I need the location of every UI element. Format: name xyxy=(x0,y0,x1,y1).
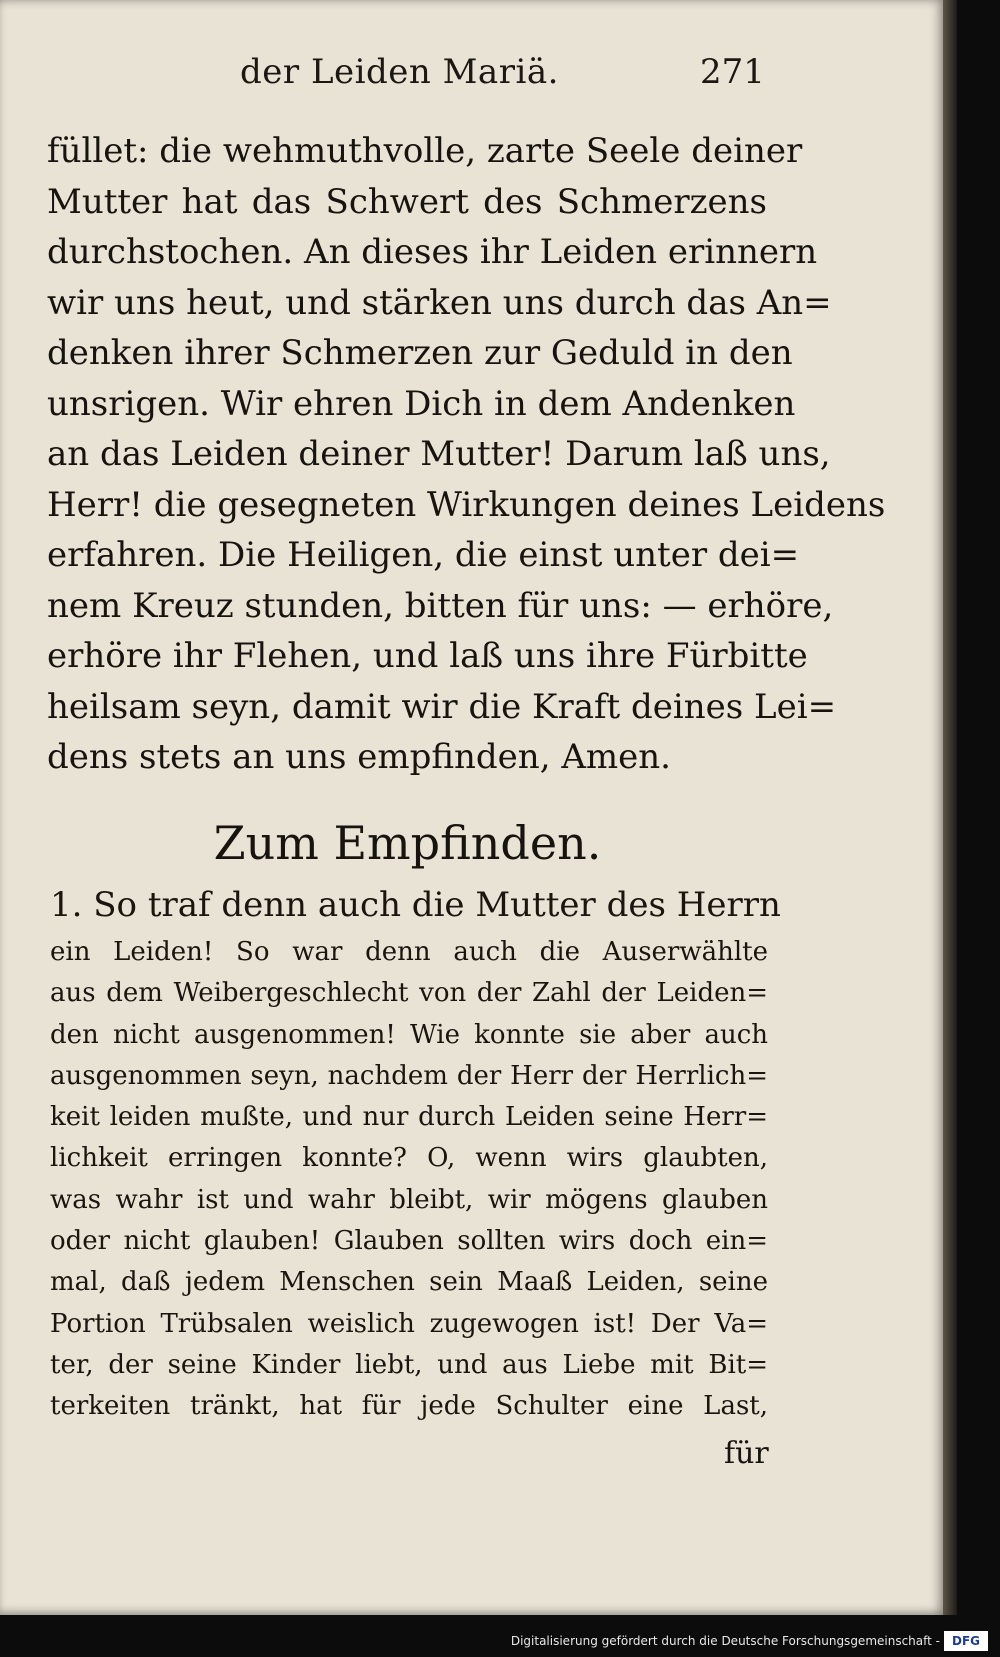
text-line: an das Leiden deiner Mutter! Darum laß uns, xyxy=(47,434,831,474)
text-line: unsrigen. Wir ehren Dich in dem Andenken xyxy=(47,383,796,424)
verse-line: ter, der seine Kinder liebt, und aus Liebe mit Bit= xyxy=(50,1349,768,1380)
verse-line: oder nicht glauben! Glauben sollten wirs doch ein= xyxy=(50,1226,768,1257)
section-heading: Zum Empfinden. xyxy=(213,816,602,870)
text-line: füllet: die wehmuthvolle, zarte Seele deiner xyxy=(47,131,803,171)
page-edge xyxy=(943,0,957,1615)
page-number: 271 xyxy=(700,52,765,92)
verse-line: ausgenommen seyn, nachdem der Herr der Herrlich= xyxy=(50,1060,768,1091)
text-line: wir uns heut, und stärken uns durch das An= xyxy=(47,282,832,323)
footer-bar xyxy=(0,1628,1000,1657)
verse-line: terkeiten tränkt, hat für jede Schulter eine Last, xyxy=(50,1391,768,1422)
verse-line: was wahr ist und wahr bleibt, wir mögens glauben xyxy=(50,1184,768,1215)
verse-line: 1. So traf denn auch die Mutter des Herrn xyxy=(50,885,781,925)
verse-line: ein Leiden! So war denn auch die Auserwählte xyxy=(50,937,768,967)
verse-line: lichkeit erringen konnte? O, wenn wirs glaubten, xyxy=(50,1143,768,1174)
verse-line: aus dem Weibergeschlecht von der Zahl der Leiden= xyxy=(50,978,768,1009)
body-paragraph xyxy=(47,126,886,783)
text-line: durchstochen. An dieses ihr Leiden erinnern xyxy=(47,232,818,272)
text-line: dens stets an uns empfinden, Amen. xyxy=(47,737,671,777)
text-line: denken ihrer Schmerzen zur Geduld in den xyxy=(47,333,793,373)
verse-line: Portion Trübsalen weislich zugewogen ist! Der Va= xyxy=(50,1308,768,1339)
text-line: heilsam seyn, damit wir die Kraft deines Lei= xyxy=(47,686,837,727)
catchword: für xyxy=(724,1436,769,1471)
dfg-logo: DFG xyxy=(944,1631,988,1651)
verse-line: mal, daß jedem Menschen sein Maaß Leiden, seine xyxy=(50,1267,768,1298)
running-head xyxy=(0,52,945,102)
text-line: Herr! die gesegneten Wirkungen deines Leidens xyxy=(47,484,886,525)
verse-paragraph xyxy=(50,878,781,1428)
funding-credit: Digitalisierung gefördert durch die Deutsche Forschungsgemeinschaft - xyxy=(510,1634,940,1648)
running-title: der Leiden Mariä. xyxy=(240,52,559,92)
text-line: nem Kreuz stunden, bitten für uns: — erhöre, xyxy=(47,585,834,626)
verse-line: den nicht ausgenommen! Wie konnte sie aber auch xyxy=(50,1019,768,1050)
text-line: erhöre ihr Flehen, und laß uns ihre Fürbitte xyxy=(47,636,808,676)
verse-line: keit leiden mußte, und nur durch Leiden seine Herr= xyxy=(50,1102,768,1133)
text-line: erfahren. Die Heiligen, die einst unter dei= xyxy=(47,535,800,575)
text-line: Mutter hat das Schwert des Schmerzens xyxy=(47,181,767,222)
